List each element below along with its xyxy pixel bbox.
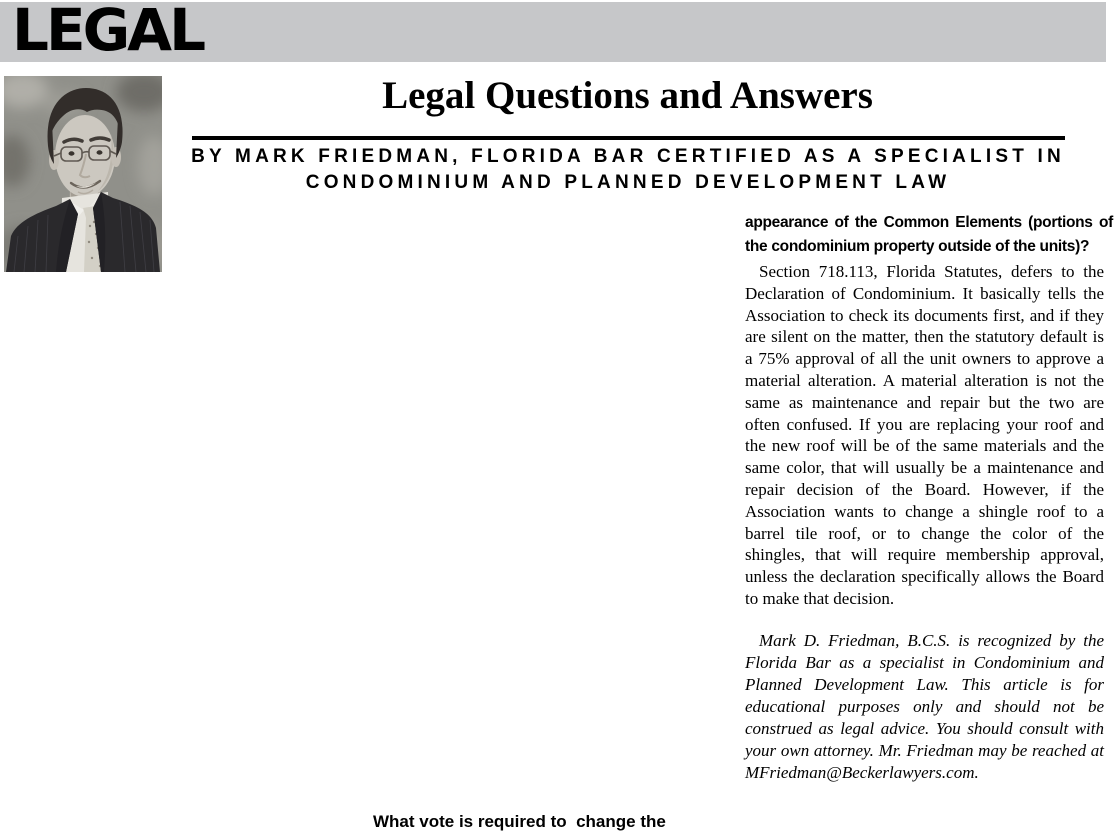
author-photo xyxy=(4,76,162,272)
section-label: LEGAL xyxy=(12,0,204,64)
title-rule xyxy=(192,136,1065,140)
byline: BY MARK FRIEDMAN, FLORIDA BAR CERTIFIED AS A SPECIALIST IN CONDOMINIUM AND PLANNED DEVELOPMENT LAW xyxy=(191,146,1065,193)
author-bio: Mark D. Friedman, B.C.S. is recognized by the Florida Bar as a specialist in Condominium and Planned Development Law. This article is for educational purposes only and should not be construed as legal advice. You should consult with your own attorney. Mr. Friedman may be reached at MFriedman@Beckerlawyers.com. xyxy=(745,630,1104,782)
question-lead-in: What vote is required to change the xyxy=(373,812,666,831)
answer-paragraph: Section 718.113, Florida Statutes, defers to the Declaration of Condominium. It basically tells the Association to check its documents first, and if they are silent on the matter, then the statutory default is a 75% approval of all the unit owners to approve a material alteration. A material alteration is not the same as maintenance and repair but the two are often confused. If you are replacing your roof and the new roof will be of the same materials and the same color, that will usually be a maintenance and repair decision of the Board. However, if the Association wants to change a shingle roof to a barrel tile roof, or to change the color of the shingles, that will require membership approval, unless the declaration specifically allows the Board to make that decision. xyxy=(745,262,1104,608)
right-text-column xyxy=(745,211,1113,784)
column-title: Legal Questions and Answers xyxy=(382,74,873,117)
question-continuation: appearance of the Common Elements (portions of the condominium property outside of the units)? xyxy=(745,214,1113,255)
portrait-illustration xyxy=(4,76,162,272)
